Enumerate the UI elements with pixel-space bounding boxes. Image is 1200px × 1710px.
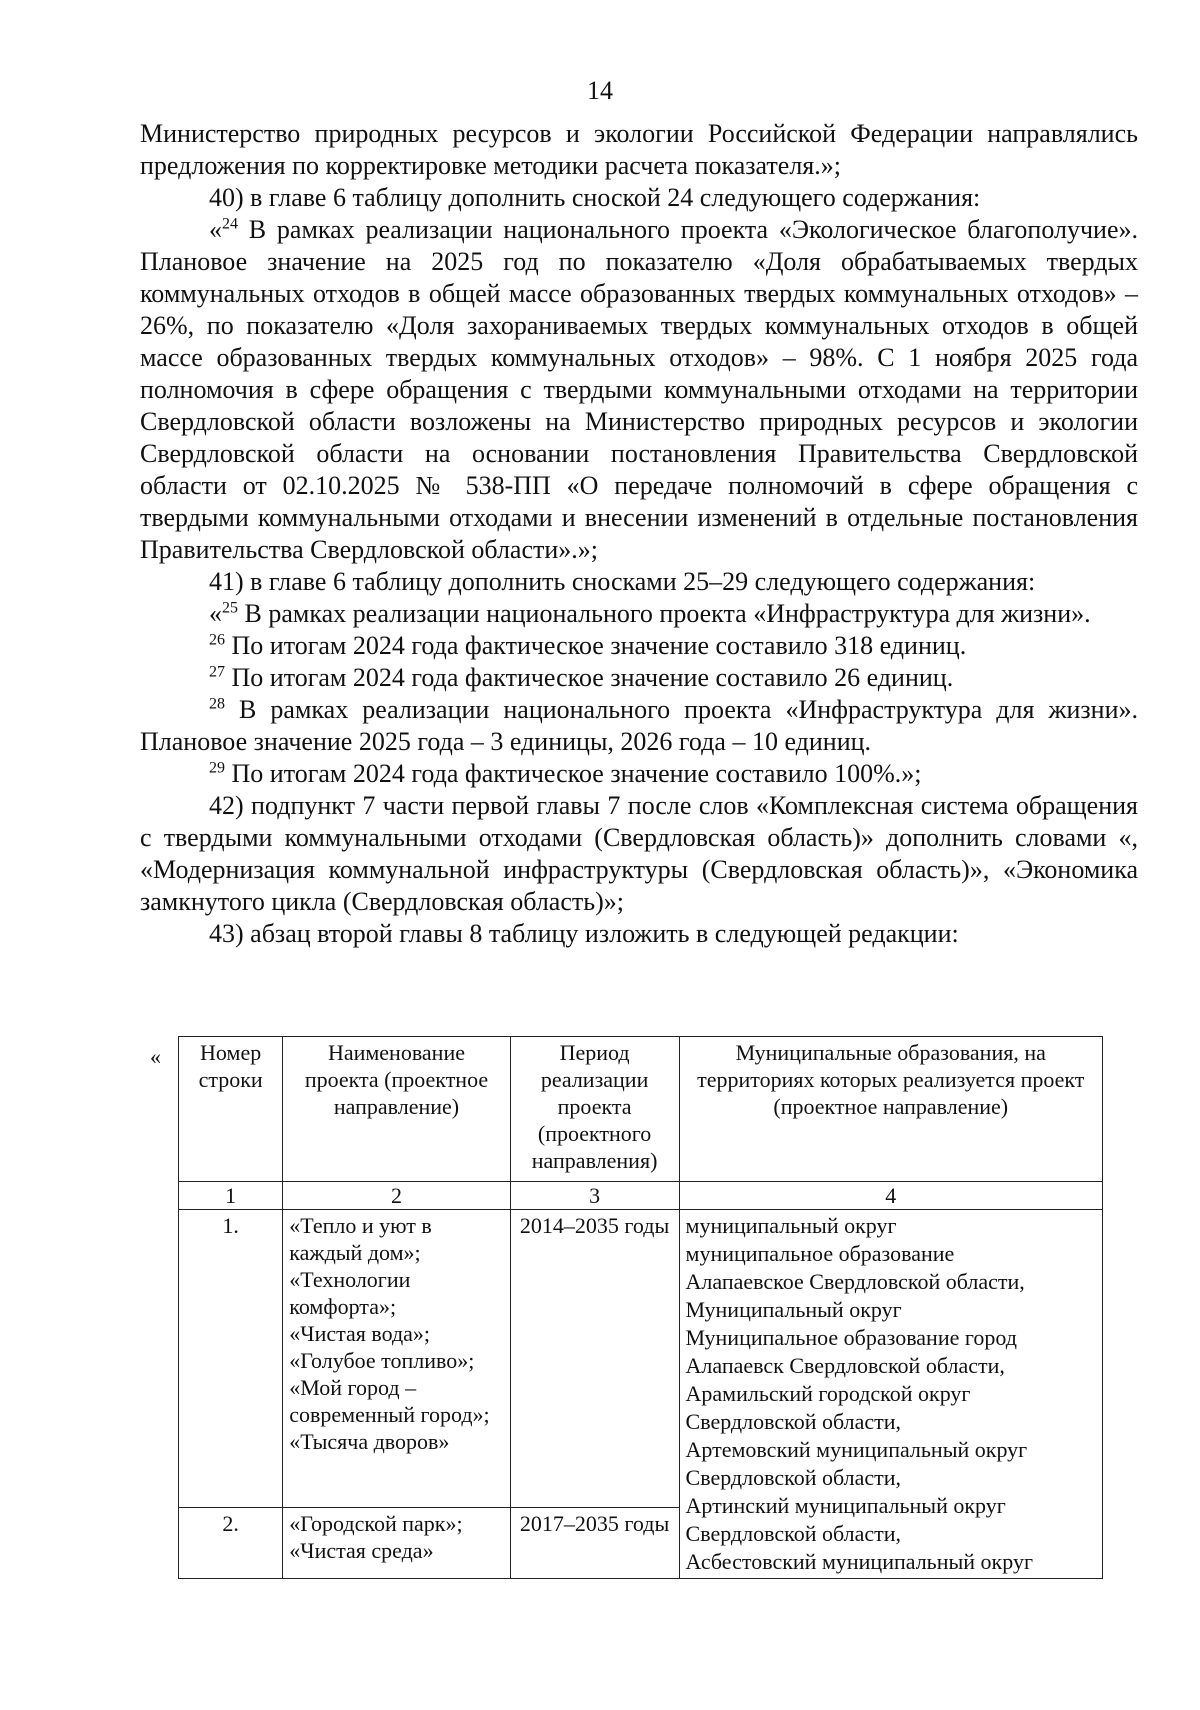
header-municipalities: Муниципальные образования, на территориях которых реализуется проект (проектное направление) <box>679 1037 1102 1182</box>
header-period: Период реализации проекта (проектного направления) <box>510 1037 679 1182</box>
footnote-mark-24: 24 <box>222 215 238 233</box>
row-number: 2. <box>179 1508 283 1579</box>
column-number: 2 <box>283 1182 510 1210</box>
paragraph-item-43: 43) абзац второй главы 8 таблицу изложить в следующей редакции: <box>209 919 959 948</box>
projects-table <box>178 1036 1103 1579</box>
row-projects: «Тепло и уют в каждый дом»; «Технологии комфорта»; «Чистая вода»; «Голубое топливо»; «Мой город – современный город»; «Тысяча дворов» <box>283 1210 510 1508</box>
footnote-mark-25: 25 <box>222 599 238 617</box>
column-number: 3 <box>510 1182 679 1210</box>
paragraph-item-42: 42) подпункт 7 части первой главы 7 после слов «Комплексная система обращения с твердыми коммунальными отходами (Свердловская область)» дополнить словами «, «Модернизация коммунальной инфраструктуры (Свердловская область)», «Экономика замкнутого цикла (Свердловская область)»; <box>140 791 1138 916</box>
footnote-mark-26: 26 <box>209 631 225 649</box>
footnote-24 <box>140 214 1138 566</box>
table-column-numbers-row <box>179 1182 1103 1210</box>
table-row <box>179 1210 1103 1508</box>
open-quote: « <box>209 215 222 244</box>
footnote-29 <box>140 758 1138 790</box>
footnote-28 <box>140 694 1138 758</box>
footnote-24-text: В рамках реализации национального проекта «Экологическое благополучие». Плановое значение на 2025 год по показателю «Доля обрабатываемых твердых коммунальных отходов в общей массе образованных твердых коммунальных отходов» – 26%, по показателю «Доля захораниваемых твердых коммунальных отходов в общей массе образованных твердых коммунальных отходов» – 98%. С 1 ноября 2025 года полномочия в сфере обращения с твердыми коммунальными отходами на территории Свердловской области возложены на Министерство природных ресурсов и экологии Свердловской области на основании постановления Правительства Свердловской области от 02.10.2025 № 538-ПП «О передаче полномочий в сфере обращения с твердыми коммунальными отходами и внесении изменений в отдельные постановления Правительства Свердловской области».»; <box>140 215 1138 564</box>
footnote-28-text: В рамках реализации национального проекта «Инфраструктура для жизни». Плановое значение 2025 года – 3 единицы, 2026 года – 10 единиц. <box>140 695 1138 756</box>
page-number: 14 <box>587 76 613 105</box>
document-body <box>140 118 1138 950</box>
footnote-27-text: По итогам 2024 года фактическое значение составило 26 единиц. <box>231 663 954 692</box>
footnote-26-text: По итогам 2024 года фактическое значение составило 318 единиц. <box>231 631 967 660</box>
column-number: 1 <box>179 1182 283 1210</box>
footnote-27 <box>140 662 1138 694</box>
footnote-mark-28: 28 <box>209 695 225 713</box>
header-project-name: Наименование проекта (проектное направление) <box>283 1037 510 1182</box>
footnote-mark-27: 27 <box>209 663 225 681</box>
row-projects: «Городской парк»; «Чистая среда» <box>283 1508 510 1579</box>
footnote-25-text: В рамках реализации национального проекта «Инфраструктура для жизни». <box>244 599 1091 628</box>
column-number: 4 <box>679 1182 1102 1210</box>
paragraph-item-41: 41) в главе 6 таблицу дополнить сносками 25–29 следующего содержания: <box>209 567 1036 596</box>
table-header-row <box>179 1037 1103 1182</box>
row-period: 2014–2035 годы <box>510 1210 679 1508</box>
row-number: 1. <box>179 1210 283 1508</box>
paragraph-ministry-proposals: Министерство природных ресурсов и экологии Российской Федерации направлялись предложения по корректировке методики расчета показателя.»; <box>140 119 1138 180</box>
header-row-number: Номер строки <box>179 1037 283 1182</box>
footnote-mark-29: 29 <box>209 759 225 777</box>
table-open-quote: « <box>150 1044 161 1069</box>
footnote-29-text: По итогам 2024 года фактическое значение составило 100%.»; <box>231 759 922 788</box>
paragraph-item-40: 40) в главе 6 таблицу дополнить сноской 24 следующего содержания: <box>209 183 981 212</box>
footnote-26 <box>140 630 1138 662</box>
row-period: 2017–2035 годы <box>510 1508 679 1579</box>
open-quote: « <box>209 599 222 628</box>
row-municipalities: муниципальный округ муниципальное образование Алапаевское Свердловской области, Муниципальный округ Муниципальное образование город Алапаевск Свердловской области, Арамильский городской округ Свердловской области, Артемовский муниципальный округ Свердловской области, Артинский муниципальный округ Свердловской области, Асбестовский муниципальный округ <box>679 1210 1102 1579</box>
footnote-25 <box>140 598 1138 630</box>
